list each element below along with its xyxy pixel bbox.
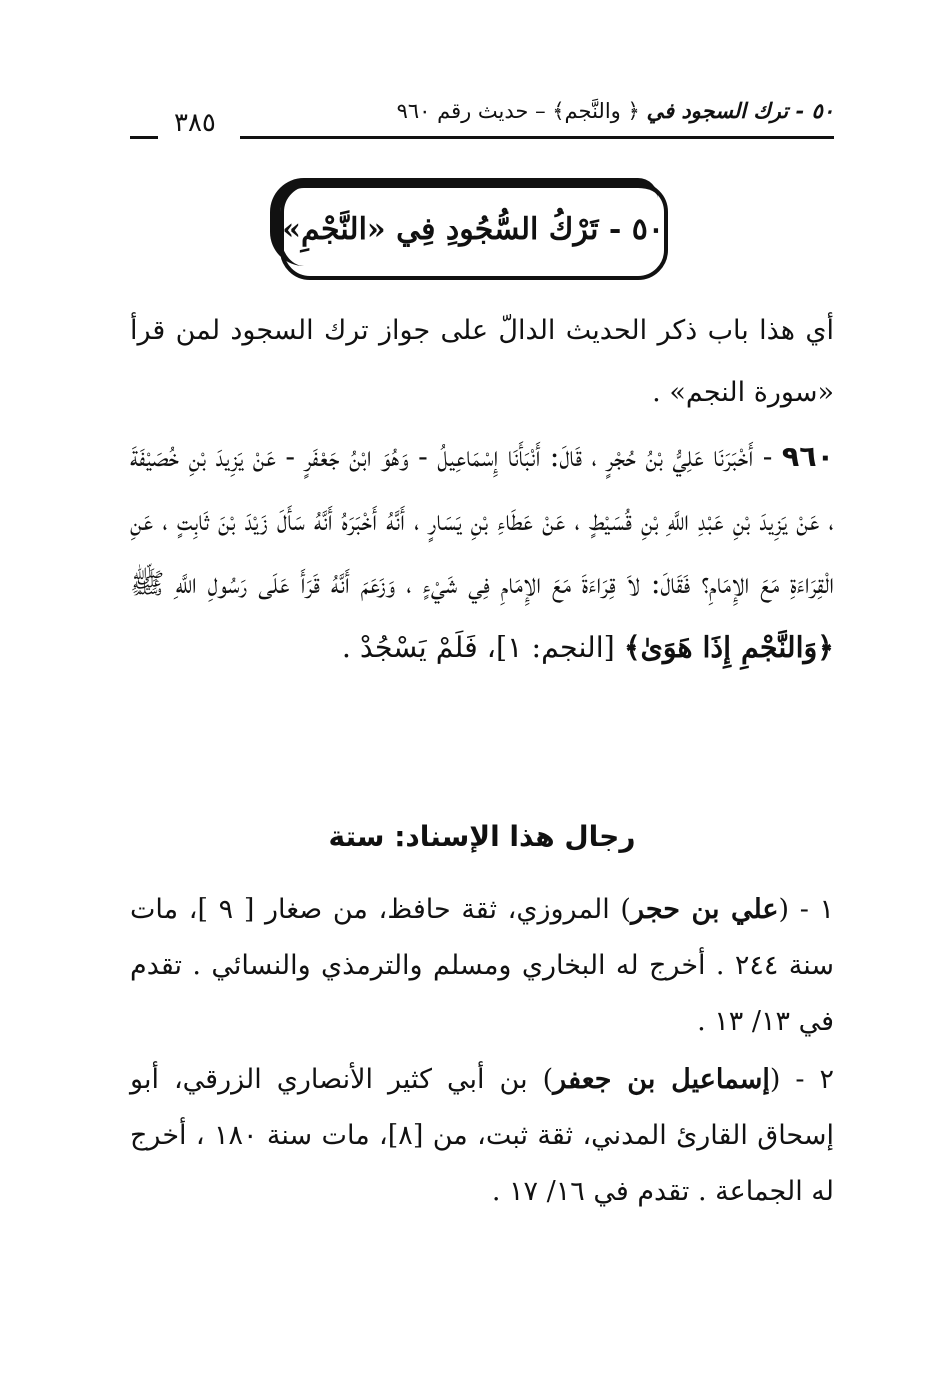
page-number: ٣٨٥: [174, 108, 216, 138]
hadith-text: - أَخْبَرَنَا عَلِيُّ بْنُ حُجْرٍ ، قَالَ: أَنْبَأَنَا إِسْمَاعِيلُ - وَهُوَ ابْنُ جَعْفَرٍ - عَنْ يَزِيدَ بْنِ خُصَيْفَةَ ، عَنْ يَزِيدَ بْنِ عَبْدِ اللَّهِ بْنِ قُسَيْطٍ ، عَنْ عَطَاءِ بْنِ يَسَارٍ ، أَنَّهُ أَخْبَرَهُ أَنَّهُ سَأَلَ زَيْدَ بْنَ ثَابِتٍ ، عَنِ الْقِرَاءَةِ مَعَ الإِمَامِ؟ فَقَالَ: لاَ قِرَاءَةَ مَعَ الإِمَامِ فِي شَيْءٍ ، وَزَعَمَ أَنَّهُ قَرَأَ عَلَى رَسُولِ اللَّهِ ﷺ: [130, 440, 834, 600]
chapter-title-frame: [280, 182, 668, 280]
section-title: رجال هذا الإسناد: ستة: [328, 820, 636, 853]
running-title-rest: ﴿ والنَّجم﴾ – حديث رقم ٩٦٠: [396, 99, 640, 123]
narrator-description: ) بن أبي كثير الأنصاري الزرقي، أبو إسحاق القارئ المدني، ثقة ثبت، من [٨]، مات سنة ١٨٠ ، أخرج له الجماعة . تقدم في ١٦/ ١٧ .: [130, 1064, 834, 1207]
narrator-name: علي بن حجر: [630, 894, 779, 925]
narrator-entry: [130, 1052, 834, 1220]
running-header: [130, 96, 834, 140]
narrator-name: إسماعيل بن جعفر: [553, 1064, 770, 1095]
header-rule-short: [130, 136, 158, 139]
narrator-prefix: ٢ - (: [769, 1064, 835, 1095]
hadith-number: ٩٦٠: [781, 440, 834, 473]
chapter-title: ٥٠ - تَرْكُ السُّجُودِ فِي «النَّجْمِ»: [282, 212, 664, 247]
narrator-description: ) المروزي، ثقة حافظ، من صغار [ ٩ ]، مات سنة ٢٤٤ . أخرج له البخاري ومسلم والترمذي والنسائي . تقدم في ١٣/ ١٣ .: [130, 894, 834, 1037]
hadith-ending: [النجم: ١]، فَلَمْ يَسْجُدْ .: [341, 630, 624, 664]
header-rule: [240, 136, 834, 139]
hadith-paragraph: [130, 425, 834, 679]
narrator-prefix: ١ - (: [778, 894, 834, 925]
quran-verse: ﴿وَالنَّجْمِ إِذَا هَوَىٰ﴾: [623, 629, 834, 664]
running-title-lead: ٥٠ - ترك السجود في: [646, 98, 834, 123]
narrator-entry: [130, 882, 834, 1050]
running-title: [397, 96, 834, 126]
intro-paragraph: أي هذا باب ذكر الحديث الدالّ على جواز ترك السجود لمن قرأ «سورة النجم» .: [130, 315, 834, 408]
